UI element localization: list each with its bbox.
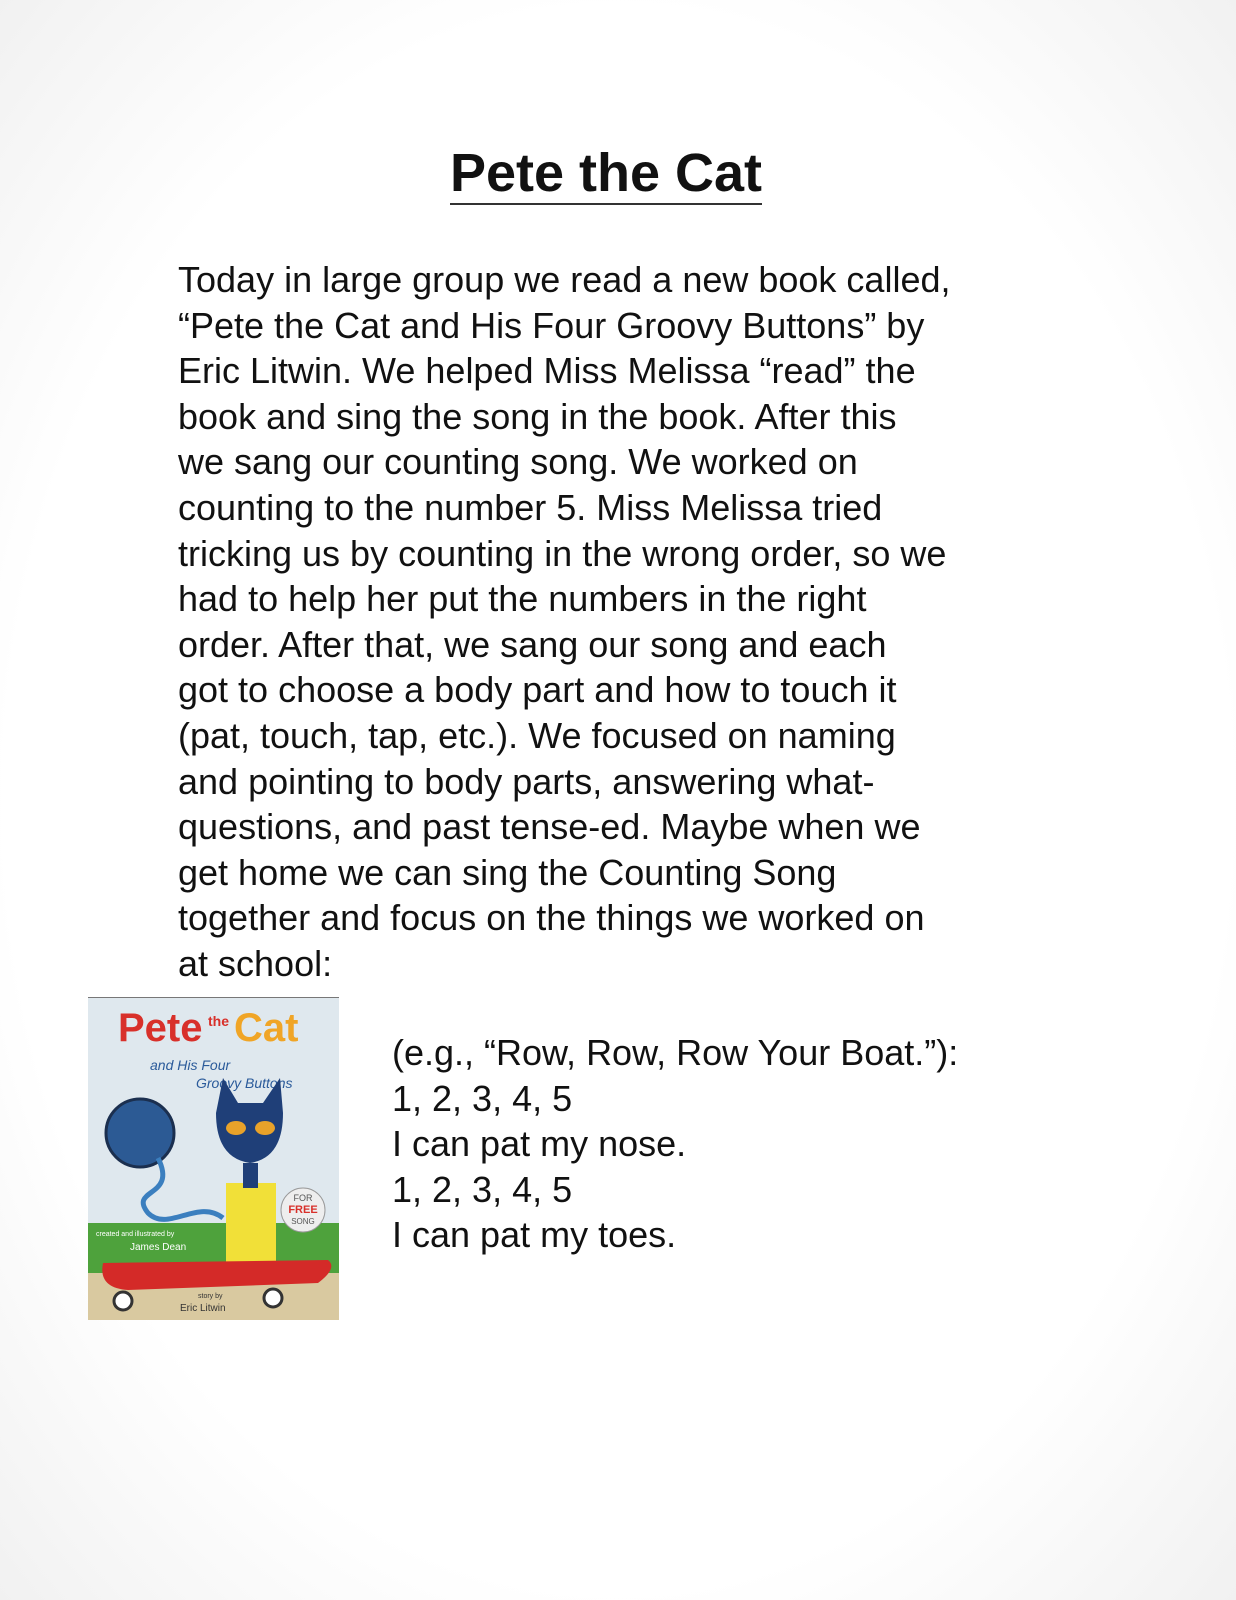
badge-free: FREE — [288, 1204, 318, 1216]
cover-illustrator-label: created and illustrated by — [96, 1231, 175, 1238]
cover-illustrator: James Dean — [130, 1242, 187, 1253]
cover-author: Eric Litwin — [180, 1303, 226, 1314]
badge-for: FOR — [293, 1193, 313, 1203]
cover-title-cat: Cat — [234, 1006, 299, 1050]
cover-subtitle-1: and His Four — [150, 1057, 231, 1073]
button-illustration — [106, 1099, 174, 1167]
lyric-line: 1, 2, 3, 4, 5 — [392, 1168, 573, 1210]
paragraph-line: Eric Litwin. We helped Miss Melissa “read” the — [178, 350, 916, 392]
paragraph-line: order. After that, we sang our song and each — [178, 623, 887, 665]
cover-title-the: the — [208, 1013, 229, 1029]
paragraph-line: (pat, touch, tap, etc.). We focused on naming — [178, 714, 896, 756]
book-cover-image — [88, 997, 339, 1320]
paragraph-line: together and focus on the things we worked on — [178, 897, 925, 939]
paragraph-line: we sang our counting song. We worked on — [178, 441, 858, 483]
paragraph-line: tricking us by counting in the wrong order, so we — [178, 532, 947, 574]
paragraph-line: “Pete the Cat and His Four Groovy Buttons” by — [178, 304, 925, 346]
cover-title-pete: Pete — [118, 1006, 203, 1050]
badge-song: SONG — [291, 1217, 315, 1226]
lyric-line: (e.g., “Row, Row, Row Your Boat.”): — [392, 1032, 959, 1073]
lyric-line: 1, 2, 3, 4, 5 — [392, 1077, 573, 1119]
lyric-line: I can pat my toes. — [392, 1214, 677, 1256]
paragraph-line: book and sing the song in the book. After this — [178, 395, 897, 437]
paragraph-line: at school: — [178, 942, 333, 984]
paragraph — [178, 257, 951, 987]
page-title — [0, 142, 1212, 204]
title-text: Pete the Cat — [449, 143, 763, 203]
cover-story-label: story by — [198, 1293, 223, 1300]
paragraph-line: get home we can sing the Counting Song — [178, 851, 837, 893]
lyric-line: I can pat my nose. — [392, 1123, 687, 1165]
paragraph-line: questions, and past tense-ed. Maybe when we — [178, 806, 921, 848]
song-lyrics — [392, 1030, 958, 1258]
cat-shirt — [226, 1183, 276, 1263]
paragraph-line: had to help her put the numbers in the right — [178, 578, 867, 620]
paragraph-line: and pointing to body parts, answering what- — [178, 760, 875, 802]
paragraph-line: counting to the number 5. Miss Melissa tried — [178, 486, 883, 528]
paragraph-line: Today in large group we read a new book called, — [178, 259, 951, 300]
cover-subtitle-2: Groovy Buttons — [196, 1075, 293, 1091]
paragraph-line: got to choose a body part and how to touch it — [178, 669, 897, 711]
